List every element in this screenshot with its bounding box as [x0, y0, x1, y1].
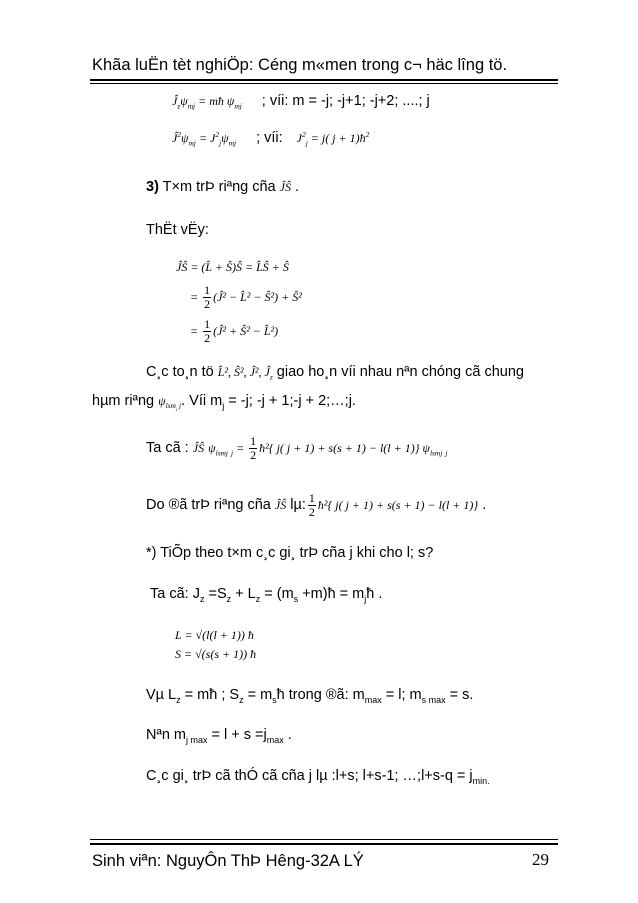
header-rule-thin: [90, 83, 558, 84]
lz-sz-relation: Vµ $L_z$ = mħ ; $S_z$ = $m_sħ$ trong ®ã: $m_{max} = l$; $m_{s max} = s$.: [146, 687, 474, 705]
eigenvalue-expr: ħ²{ j( j + 1) + s(s + 1) − l(l + 1)}: [317, 497, 479, 512]
footer-author: Sinh viªn: NguyÔn ThÞ Hêng-32A LÝ: [92, 852, 364, 870]
derivation-line-3: = $\frac{1}{2}$ (Ĵ² + Ŝ² − L̂²): [190, 317, 279, 345]
derivation-expr-3: (Ĵ² + Ŝ² − L̂²): [213, 323, 279, 338]
paragraph-commute-line2: hµm riªng $\psi_{lsm_j j}$. Víi $m_j = -j$; -j + 1;-j + 2;…;j.: [92, 393, 356, 412]
page-header: Khãa luËn tèt nghiÖp: Céng m«men trong c¬ häc lîng tö.: [92, 56, 508, 74]
derivation-expr-2: (Ĵ² − L̂² − Ŝ²) + Ŝ²: [213, 289, 302, 304]
operator-list: L̂², Ŝ², Ĵ², $Ĵ_z$: [217, 365, 273, 382]
fraction-half-2: $\frac{1}{2}$: [204, 317, 211, 345]
equation-j2: [172, 129, 369, 147]
j2-operator: $Ĵ^2$: [172, 130, 182, 145]
eigen-equation: Ta cã : ĴŜ $\psi_{lsmj}$ $_j$ = $\frac{1}{2}$ ħ²{ j( j + 1) + s(s + 1) − l(l + 1)} $\psi_{lsmj}$ $_j$: [146, 434, 448, 462]
js-operator-3: ĴŜ: [274, 497, 287, 512]
psi-lsm-3: $\psi_{lsmj}$ $_j$: [422, 440, 448, 458]
psi-symbol-2: $\psi_{mj}$: [226, 94, 242, 111]
eq1-middle: = mħ: [195, 94, 227, 108]
jz-operator: $Ĵ_z$: [172, 94, 181, 111]
jz-relation: Ta cã: $J_z =S_z + L_z = (m_s$ +m)ħ = $m_jħ$ .: [150, 586, 383, 604]
psi-symbol-3: $\psi_{mj}$: [181, 131, 196, 148]
derivation-line-1: [176, 258, 289, 276]
footer-rule-thick: [90, 843, 558, 845]
fraction-half: $\frac{1}{2}$: [204, 283, 211, 311]
derivation-expr-1: ĴŜ = (L̂ + Ŝ)Ŝ = L̂Ŝ + Ŝ: [176, 260, 289, 274]
j-values-statement: C¸c gi¸ trÞ cã thÓ cã cña j lµ :l+s; l+s-1; …;l+s-q = $j_{min.}$: [146, 768, 490, 786]
equation-jz: [172, 92, 430, 110]
eq2-condition: ; víi:: [256, 130, 283, 146]
next-step-text: *) TiÕp theo t×m c¸c gi¸ trÞ cña j khi cho l; s?: [146, 545, 434, 561]
item-number: 3): [146, 179, 159, 195]
psi-lsm-2: $\psi_{lsmj}$ $_j$: [208, 440, 234, 458]
s-magnitude: [175, 645, 256, 663]
paragraph-commute-line1: C¸c to¸n tö L̂², Ŝ², Ĵ², $Ĵ_z$ giao ho¸n víi nhau nªn chóng cã chung: [146, 364, 524, 382]
eq2-value: $J^2_j = j$( $j + 1)ħ^2$: [296, 130, 370, 148]
item-3-heading: [146, 179, 299, 195]
mj-max-relation: Nªn $m_{j max} = l + s =j_{max}$ .: [146, 727, 292, 745]
fraction-half-3: $\frac{1}{2}$: [250, 434, 257, 462]
item-text: T×m trÞ riªng cña: [158, 179, 280, 195]
fraction-half-4: $\frac{1}{2}$: [308, 491, 315, 519]
that-vay-text: ThËt vËy:: [146, 222, 209, 238]
psi-symbol: $\psi_{mj}$: [180, 94, 196, 111]
js-operator: ĴŜ: [279, 180, 291, 194]
footer-rule-thin: [90, 839, 558, 840]
eq2-middle: = $J^2_j\psi_{mj}$: [195, 130, 237, 148]
js-operator-2: ĴŜ: [192, 440, 205, 455]
eq1-condition: ; víi: m = -j; -j+1; -j+2; ....; j: [261, 93, 430, 109]
l-magnitude: [175, 626, 254, 644]
item-end: .: [290, 179, 300, 195]
eigenvalue-statement: Do ®ã trÞ riªng cña ĴŜ lµ: $\frac{1}{2}$ ħ²{ j( j + 1) + s(s + 1) − l(l + 1)} .: [146, 491, 487, 519]
psi-lsm: $\psi_{lsm_j j}$: [158, 394, 182, 412]
s-magnitude-expr: S = √(s(s + 1)) ħ: [175, 647, 257, 661]
derivation-line-2: = $\frac{1}{2}$ (Ĵ² − L̂² − Ŝ²) + Ŝ²: [190, 283, 302, 311]
l-magnitude-expr: L = √(l(l + 1)) ħ: [175, 628, 254, 642]
eigen-expr: ħ²{ j( j + 1) + s(s + 1) − l(l + 1)}: [259, 440, 423, 455]
header-rule-thick: [90, 79, 558, 81]
page-number: 29: [532, 850, 549, 869]
